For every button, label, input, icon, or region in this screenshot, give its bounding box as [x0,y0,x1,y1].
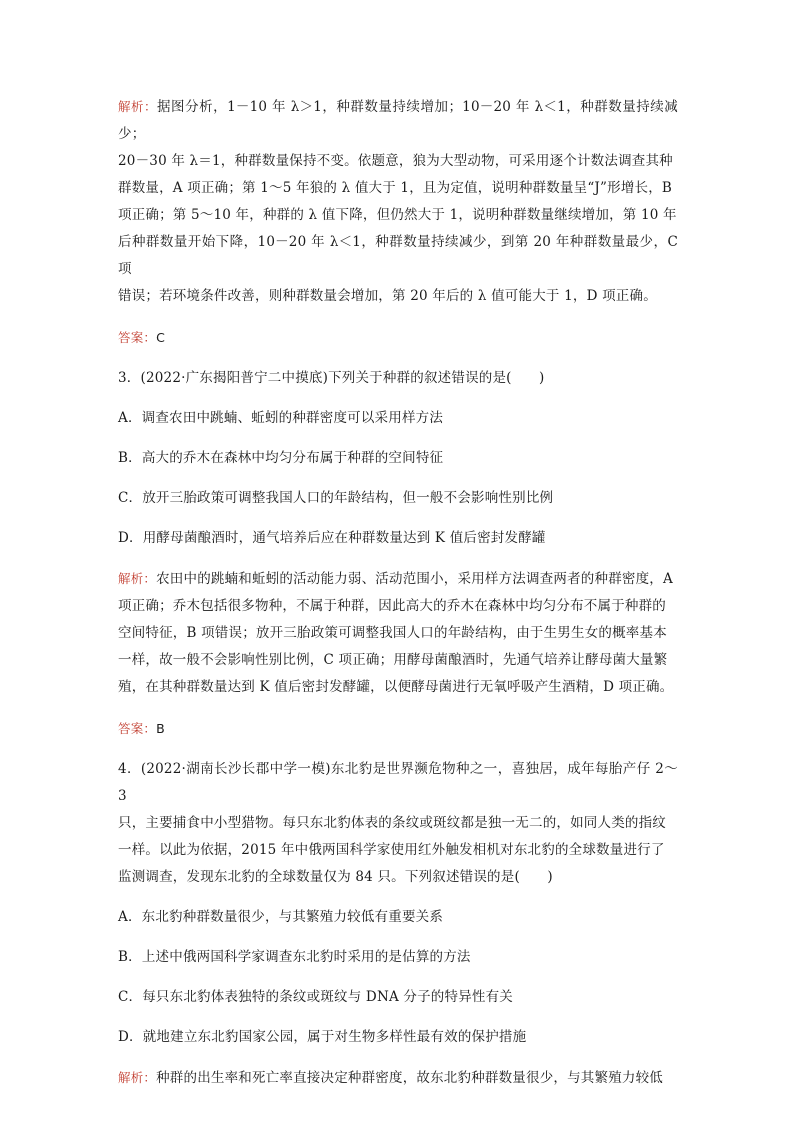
analysis-line: 项正确；乔木包括很多物种，不属于种群，因此高大的乔木在森林中均匀分布不属于种群的 [118,598,666,614]
answer-value: B [156,721,165,736]
analysis-paragraph [118,1064,678,1092]
analysis-paragraph [118,565,678,701]
option-b: B．高大的乔木在森林中均匀分布属于种群的空间特征 [118,450,444,466]
option-d: D．用酵母菌酿酒时，通气培养后应在种群数量达到 K 值后密封发酵罐 [118,530,546,546]
analysis-line: 后种群数量开始下降，10－20 年 λ＜1，种群数量持续减少，到第 20 年种群数量最少，C 项 [118,234,678,277]
analysis-label: 解析： [118,99,158,114]
stem-line: 监测调查，发现东北豹的全球数量仅为 84 只。下列叙述错误的是( ) [118,869,553,885]
analysis-line: 错误；若环境条件改善，则种群数量会增加，第 20 年后的 λ 值可能大于 1，D 项正确。 [118,288,657,304]
analysis-label: 解析： [118,1070,157,1085]
option-c: C．每只东北豹体表独特的条纹或斑纹与 DNA 分子的特异性有关 [118,989,513,1005]
answer-label: 答案： [118,330,157,345]
answer-label: 答案： [118,721,157,736]
analysis-line: 殖，在其种群数量达到 K 值后密封发酵罐，以便酵母菌进行无氧呼吸产生酒精，D 项正确。 [118,679,674,695]
question-stem [118,756,678,891]
option-a: A．东北豹种群数量很少，与其繁殖力较低有重要关系 [118,909,444,925]
analysis-line: 群数量，A 项正确；第 1～5 年狼的 λ 值大于 1，且为定值，说明种群数量呈“J”形增长，B [118,180,673,196]
analysis-line: 据图分析，1－10 年 λ＞1，种群数量持续增加；10－20 年 λ＜1，种群数量持续减少； [118,99,678,142]
stem-line: 4．(2022·湖南长沙长郡中学一模)东北豹是世界濒危物种之一，喜独居，成年每胎产仔 2～3 [118,761,678,804]
option-b: B．上述中俄两国科学家调查东北豹时采用的是估算的方法 [118,949,471,965]
answer-value: C [156,330,166,345]
analysis-line: 一样，故一般不会影响性别比例，C 项正确；用酵母菌酿酒时，先通气培养让酵母菌大量繁 [118,652,668,668]
question-stem: 3．(2022·广东揭阳普宁二中摸底)下列关于种群的叙述错误的是( ) [118,370,545,386]
stem-line: 一样。以此为依据，2015 年中俄两国科学家使用红外触发相机对东北豹的全球数量进行了 [118,842,665,858]
analysis-line: 项正确；第 5～10 年，种群的 λ 值下降，但仍然大于 1，说明种群数量继续增加，第 10 年 [118,207,677,223]
analysis-line: 农田中的跳蝻和蚯蚓的活动能力弱、活动范围小，采用样方法调查两者的种群密度，A [156,571,673,587]
answer-line [118,324,678,352]
analysis-paragraph [118,93,678,310]
question-3 [118,365,678,743]
stem-line: 只，主要捕食中小型猎物。每只东北豹体表的条纹或斑纹都是独一无二的，如同人类的指纹 [118,815,666,831]
analysis-label: 解析： [118,571,157,586]
analysis-block-previous [118,93,678,352]
document-page [118,93,678,1092]
answer-line [118,715,678,743]
analysis-line: 20－30 年 λ＝1，种群数量保持不变。依题意，狼为大型动物，可采用逐个计数法调查其种 [118,153,673,169]
option-c: C．放开三胎政策可调整我国人口的年龄结构，但一般不会影响性别比例 [118,490,554,506]
analysis-line: 空间特征，B 项错误；放开三胎政策可调整我国人口的年龄结构，由于生男生女的概率基本 [118,625,667,641]
question-4 [118,756,678,1092]
option-a: A．调查农田中跳蝻、蚯蚓的种群密度可以采用样方法 [118,410,444,426]
analysis-line: 种群的出生率和死亡率直接决定种群密度，故东北豹种群数量很少，与其繁殖力较低 [156,1070,664,1086]
option-d: D．就地建立东北豹国家公园，属于对生物多样性最有效的保护措施 [118,1029,527,1045]
